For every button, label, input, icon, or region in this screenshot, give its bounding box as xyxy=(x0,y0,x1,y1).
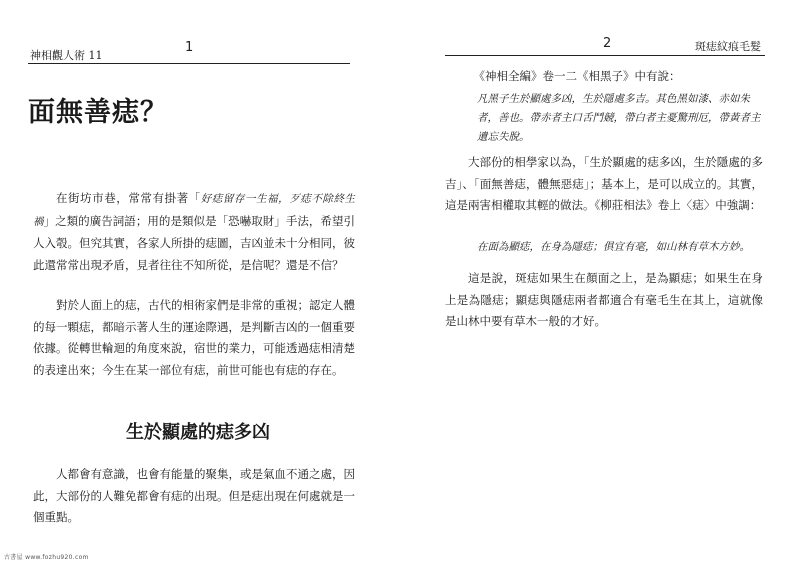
right-page xyxy=(397,0,793,569)
right-header-rule xyxy=(445,55,765,56)
left-paragraph-1-quote: 好痣留存一生福，歹痣不除終生禍 xyxy=(33,193,355,228)
left-running-header: 神相觀人術 11 xyxy=(30,49,103,62)
right-paragraph-3: 這是說，斑痣如果生在顏面之上，是為顯痣；如果生在身上是為隱痣；顯痣與隱痣兩者都適合有毫毛生在其上，這就像是山林中要有草木一般的才好。 xyxy=(445,271,763,328)
left-page xyxy=(0,0,396,569)
right-paragraph-1: 《神相全編》卷一二《相黑子》中有說： xyxy=(473,69,681,83)
right-paragraph-2: 大部份的相學家以為，「生於顯處的痣多凶，生於隱處的多吉」、「面無善痣，體無惡痣」；基本上，是可以成立的。其實，這是兩害相權取其輕的做法。《柳莊相法》卷上〈痣〉中強調： xyxy=(445,155,763,212)
left-paragraph-3: 人都會有意識，也會有能量的聚集，或是氣血不通之處，因此，大部份的人難免都會有痣的出現。但是痣出現在何處就是一個重點。 xyxy=(33,467,355,524)
section-heading: 生於顯處的痣多凶 xyxy=(126,422,270,443)
left-page-number: 1 xyxy=(185,40,194,55)
left-paragraph-2: 對於人面上的痣，古代的相術家們是非常的重視；認定人體的每一顆痣，都暗示著人生的運途際遇，是判斷吉凶的一個重要依據。從轉世輪迴的角度來說，宿世的業力，可能透過痣相清楚的表達出來；今生在某一部位有痣，前世可能也有痣的存在。 xyxy=(33,298,355,377)
left-header-rule xyxy=(28,63,350,64)
footer-watermark: 古書屋 www.fozhu920.com xyxy=(4,554,89,561)
left-paragraph-1 xyxy=(33,188,355,276)
quote-liuzhuang-xiangfa: 在面為顯痣，在身為隱痣；俱宜有毫，如山林有草木方妙。 xyxy=(477,241,750,253)
left-paragraph-1-lead: 在街坊市巷，常常有掛著「 xyxy=(56,191,201,205)
right-page-number: 2 xyxy=(603,36,612,51)
chapter-title: 面無善痣？ xyxy=(28,97,168,128)
quote-shenxiang-quanbian: 凡黑子生於顯處多凶，生於隱處多吉。其色黑如漆、赤如朱者，善也。帶赤者主口舌鬥競，帶白者主憂驚刑厄，帶黃者主遺忘失脫。 xyxy=(477,93,761,143)
left-paragraph-1-rest: 」之類的廣告詞語；用的是類似是「恐嚇取財」手法，希望引人入彀。但究其實，各家人所掛的痣圖，吉凶並未十分相同，彼此還常常出現矛盾，見者往往不知所從，是信呢？還是不信？ xyxy=(33,213,356,272)
right-running-header: 斑痣紋痕毛髮 xyxy=(695,40,761,53)
